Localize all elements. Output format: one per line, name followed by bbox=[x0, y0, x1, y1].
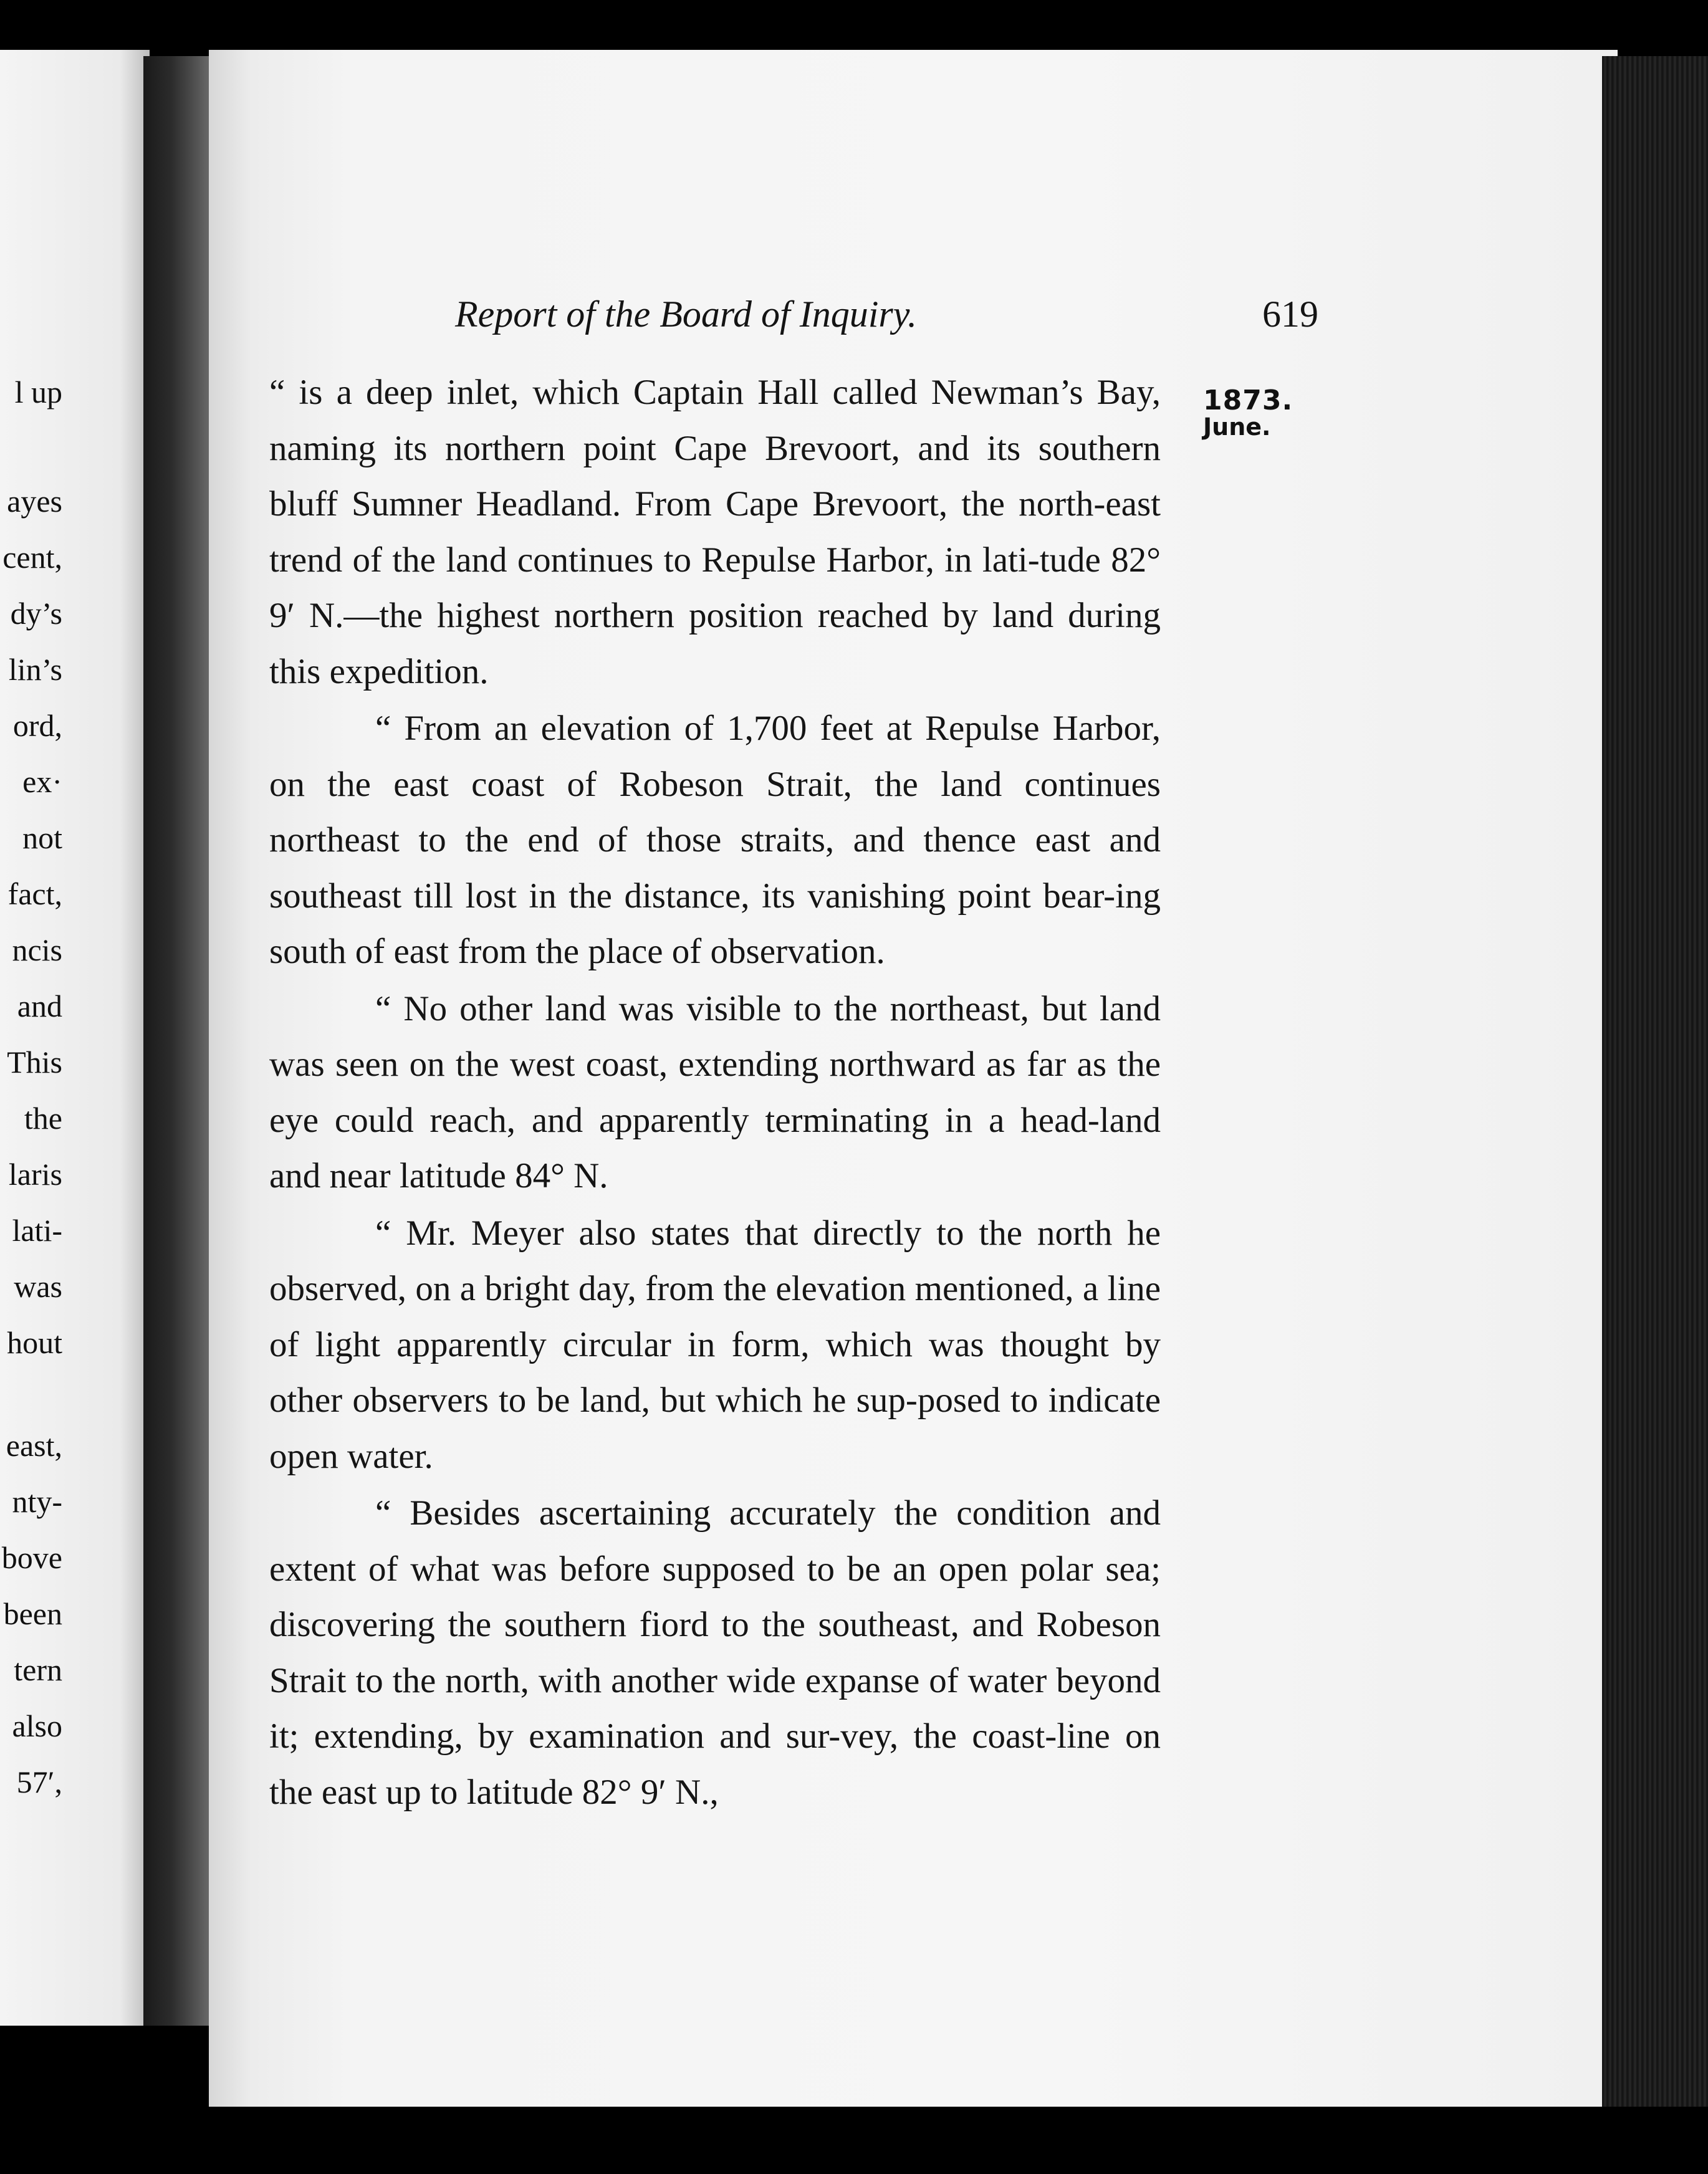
left-fragment: been bbox=[3, 1596, 62, 1631]
bottom-shadow bbox=[0, 2107, 1708, 2174]
left-fragment: bove bbox=[1, 1540, 62, 1575]
left-fragment: laris bbox=[8, 1157, 62, 1192]
left-fragment: was bbox=[14, 1269, 62, 1304]
paragraph: “ No other land was visible to the northeast, but land was seen on the west coast, extending northward as far as the eye could reach, and apparently terminating in a head-land and near latitude 84° N. bbox=[269, 989, 1161, 1195]
book-gutter-shadow bbox=[143, 56, 212, 2026]
paragraph: “ Besides ascertaining accurately the condition and extent of what was before supposed to be an open polar sea; discovering the southern fiord to the southeast, and Robeson Strait to the north, with another wide expanse of water beyond it; extending, by examination and sur-vey, the coast-line on the east up to latitude 82° 9′ N., bbox=[269, 1493, 1161, 1812]
left-fragment: east, bbox=[6, 1428, 62, 1463]
left-fragment: ncis bbox=[12, 932, 62, 967]
left-fragment: ayes bbox=[7, 484, 62, 519]
left-fragment: not bbox=[22, 820, 62, 855]
page-edges bbox=[1602, 56, 1708, 2113]
left-fragment: lati- bbox=[12, 1213, 62, 1248]
page-number: 619 bbox=[1262, 294, 1318, 335]
left-fragment: the bbox=[24, 1101, 62, 1136]
left-fragment: lin’s bbox=[8, 652, 62, 687]
left-fragment: also bbox=[12, 1708, 62, 1743]
paragraph: “ Mr. Meyer also states that directly to the north he observed, on a bright day, from the elevation mentioned, a line of light apparently circular in form, which was thought by other observers to be land, but which he sup-posed to indicate open water. bbox=[269, 1213, 1161, 1476]
paragraph: “ From an elevation of 1,700 feet at Repulse Harbor, on the east coast of Robeson Strait, the land continues northeast to the end of those straits, and thence east and southeast till lost in the distance, its vanishing point bear-ing south of east from the place of observation. bbox=[269, 709, 1161, 971]
left-fragment: tern bbox=[14, 1652, 62, 1687]
left-fragment: cent, bbox=[2, 540, 62, 575]
margin-date-note bbox=[1203, 386, 1293, 440]
body-text bbox=[269, 365, 1161, 1821]
left-fragment: ex· bbox=[22, 764, 62, 799]
left-fragment: and bbox=[17, 989, 62, 1023]
left-fragment: dy’s bbox=[10, 596, 62, 631]
left-fragment: fact, bbox=[7, 876, 62, 911]
left-fragment: l up bbox=[14, 375, 62, 409]
left-fragment: nty- bbox=[12, 1484, 62, 1519]
margin-year: 1873. bbox=[1203, 385, 1293, 416]
margin-month: June. bbox=[1203, 413, 1271, 441]
left-fragment: hout bbox=[7, 1325, 62, 1360]
running-head: Report of the Board of Inquiry. bbox=[455, 294, 918, 335]
left-fragment: ord, bbox=[12, 708, 62, 743]
left-fragment: This bbox=[7, 1045, 62, 1080]
paragraph: “ is a deep inlet, which Captain Hall called Newman’s Bay, naming its northern point Cape Brevoort, and its southern bluff Sumner Headland. From Cape Brevoort, the north-east trend of the land continues to Repulse Harbor, in lati-tude 82° 9′ N.—the highest northern position reached by land during this expedition. bbox=[269, 373, 1161, 691]
left-page-text-fragments bbox=[0, 0, 62, 2174]
left-fragment: 57′, bbox=[16, 1765, 62, 1799]
